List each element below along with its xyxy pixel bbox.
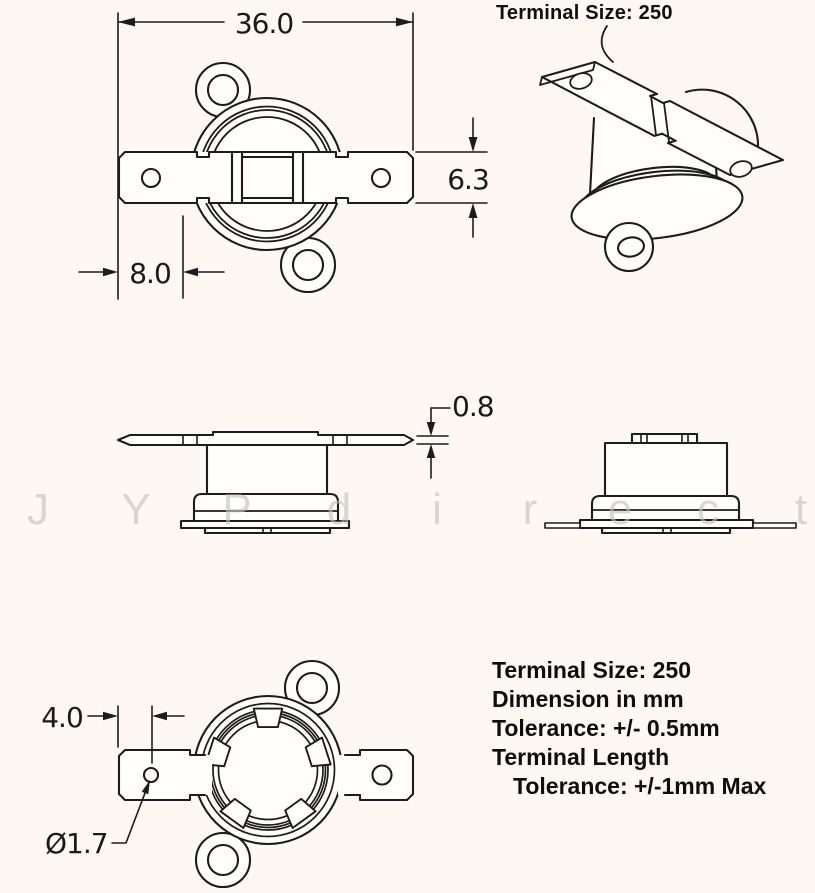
side2-flange: [580, 520, 753, 528]
watermark-letter: r: [522, 485, 538, 534]
mount-ear-hole-bottom-right: [293, 250, 323, 280]
side-view-left: [118, 432, 413, 533]
dim-terminal-height-label: 6.3: [447, 163, 489, 196]
dimension-terminal-height: [416, 118, 489, 237]
mount-ear-hole-top-left: [208, 75, 238, 105]
dim-width-label: 36.0: [234, 7, 294, 40]
bottom-hole-small: [144, 768, 158, 782]
terminal-hole-right: [372, 169, 390, 187]
bottom-view: [119, 661, 413, 887]
side-cap: [194, 494, 338, 521]
watermark-letter: c: [697, 485, 719, 534]
iso-leader-line: [602, 26, 613, 62]
bottom-ear-hole-top-right: [297, 673, 327, 703]
watermark-letter: e: [607, 485, 633, 534]
bottom-ear-hole-bottom-left: [208, 845, 238, 875]
bottom-hole-right: [373, 766, 392, 785]
iso-view-label: Terminal Size: 250: [496, 2, 673, 24]
watermark-letter: J: [27, 485, 49, 534]
watermark-letter: d: [326, 485, 352, 534]
note-terminal-length: Terminal Length: [492, 744, 670, 770]
dim-hole-diameter-label: Ø1.7: [45, 827, 108, 860]
watermark-letter: Y: [121, 485, 151, 534]
side-terminal-band: [118, 432, 413, 445]
dimension-terminal-thickness: [417, 390, 494, 478]
note-dimension-unit: Dimension in mm: [492, 686, 684, 712]
side2-wing-left: [545, 523, 580, 528]
watermark-letter: i: [432, 485, 442, 534]
dim-hole-offset-label: 4.0: [41, 701, 83, 734]
note-terminal-length-tolerance: Tolerance: +/-1mm Max: [513, 773, 767, 799]
terminal-hole-left: [142, 169, 160, 187]
dim-thickness-label: 0.8: [452, 390, 494, 423]
notes-block: [492, 656, 766, 801]
side-view-right: [545, 434, 796, 533]
note-tolerance: Tolerance: +/- 0.5mm: [492, 715, 720, 741]
isometric-view: [540, 26, 783, 271]
side2-wing-right: [753, 523, 796, 528]
dimension-terminal-offset: [79, 216, 224, 298]
watermark-letter: P: [222, 485, 252, 534]
note-terminal-size: Terminal Size: 250: [492, 657, 691, 683]
watermark-letter: t: [794, 485, 808, 534]
dim-offset-label: 8.0: [129, 257, 171, 290]
